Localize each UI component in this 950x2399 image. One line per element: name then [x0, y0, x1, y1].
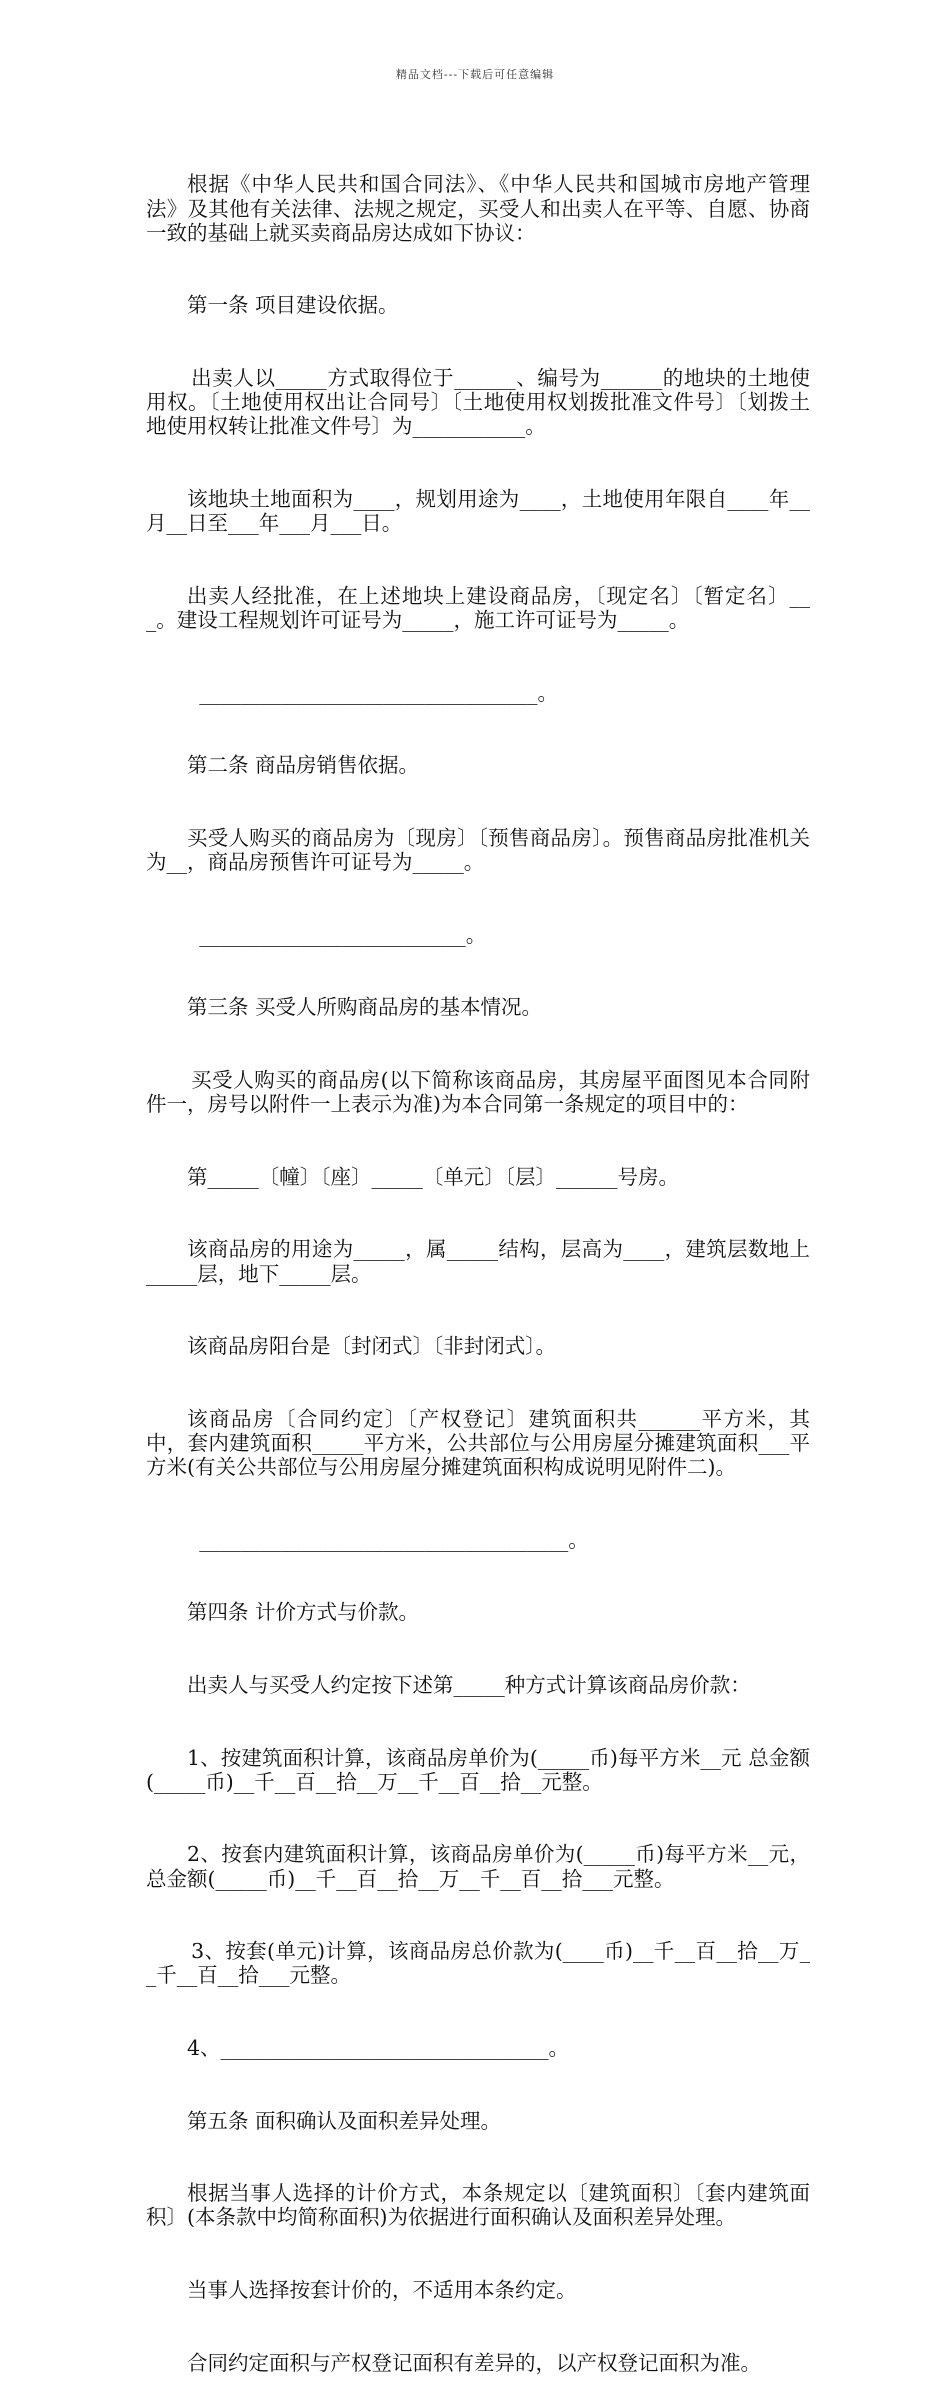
- paragraph: 该商品房的用途为_____，属_____结构，层高为____，建筑层数地上_____层，地下_____层。: [146, 1237, 810, 1286]
- paragraph: 买受人购买的商品房(以下简称该商品房，其房屋平面图见本合同附件一，房号以附件一上表示为准)为本合同第一条规定的项目中的：: [146, 1067, 810, 1117]
- paragraph: 出卖人经批准，在上述地块上建设商品房，〔现定名〕〔暂定名〕___。建设工程规划许可证号为_____，施工许可证号为_____。: [146, 583, 810, 633]
- paragraph: 出卖人与买受人约定按下述第_____种方式计算该商品房价款：: [187, 1673, 751, 1697]
- blank-line: __________________________。: [199, 922, 487, 947]
- contract-body: [146, 124, 810, 2399]
- paragraph: 出卖人以_____方式取得位于______、编号为______的地块的土地使用权。〔土地使用权出让合同号〕〔土地使用权划拨批准文件号〕〔划拨土地使用权转让批准文件号〕为___________。: [146, 366, 810, 439]
- blank-line: ____________________________________。: [199, 1527, 589, 1552]
- paragraph: 该商品房阳台是〔封闭式〕〔非封闭式〕。: [187, 1334, 556, 1359]
- paragraph-preamble: 根据《中华人民共和国合同法》、《中华人民共和国城市房地产管理法》及其他有关法律、法规之规定，买受人和出卖人在平等、自愿、协商一致的基础上就买卖商品房达成如下协议：: [146, 172, 810, 245]
- paragraph: 1、按建筑面积计算，该商品房单价为(_____币)每平方米__元 总金额(_____币)__千__百__拾__万__千__百__拾__元整。: [146, 1745, 810, 1794]
- paragraph: 第_____〔幢〕〔座〕_____〔单元〕〔层〕______号房。: [187, 1164, 679, 1189]
- paragraph: 2、按套内建筑面积计算，该商品房单价为(_____币)每平方米__元，总金额(_____币)__千__百__拾__万__千__百__拾___元整。: [146, 1842, 810, 1891]
- paragraph: 当事人选择按套计价的，不适用本条约定。: [187, 2278, 577, 2303]
- article-1-heading: 第一条 项目建设依据。: [187, 293, 399, 318]
- article-5-heading: 第五条 面积确认及面积差异处理。: [187, 2108, 502, 2133]
- paragraph: 该地块土地面积为____，规划用途为____，土地使用年限自____年__月__日至___年___月___日。: [146, 487, 810, 536]
- article-2-heading: 第二条 商品房销售依据。: [187, 753, 420, 778]
- blank-line: _________________________________。: [199, 680, 559, 705]
- paragraph: 根据当事人选择的计价方式，本条规定以〔建筑面积〕〔套内建筑面积〕(本条款中均简称面积)为依据进行面积确认及面积差异处理。: [146, 2181, 810, 2230]
- paragraph: 3、按套(单元)计算，该商品房总价款为(____币)__千__百__拾__万__千__百__拾___元整。: [146, 1939, 810, 1988]
- paragraph: 该商品房〔合同约定〕〔产权登记〕建筑面积共______平方米，其中，套内建筑面积_____平方米，公共部位与公用房屋分摊建筑面积___平方米(有关公共部位与公用房屋分摊建筑面积构成说明见附件二)。: [146, 1406, 810, 1480]
- paragraph: 合同约定面积与产权登记面积有差异的，以产权登记面积为准。: [187, 2350, 761, 2375]
- paragraph: 买受人购买的商品房为〔现房〕〔预售商品房〕。预售商品房批准机关为__，商品房预售许可证号为_____。: [146, 825, 810, 875]
- paragraph: 4、________________________________。: [187, 2036, 570, 2061]
- page-header: 精品文档---下载后可任意编辑: [395, 68, 555, 81]
- article-4-heading: 第四条 计价方式与价款。: [187, 1600, 420, 1625]
- article-3-heading: 第三条 买受人所购商品房的基本情况。: [187, 995, 543, 1020]
